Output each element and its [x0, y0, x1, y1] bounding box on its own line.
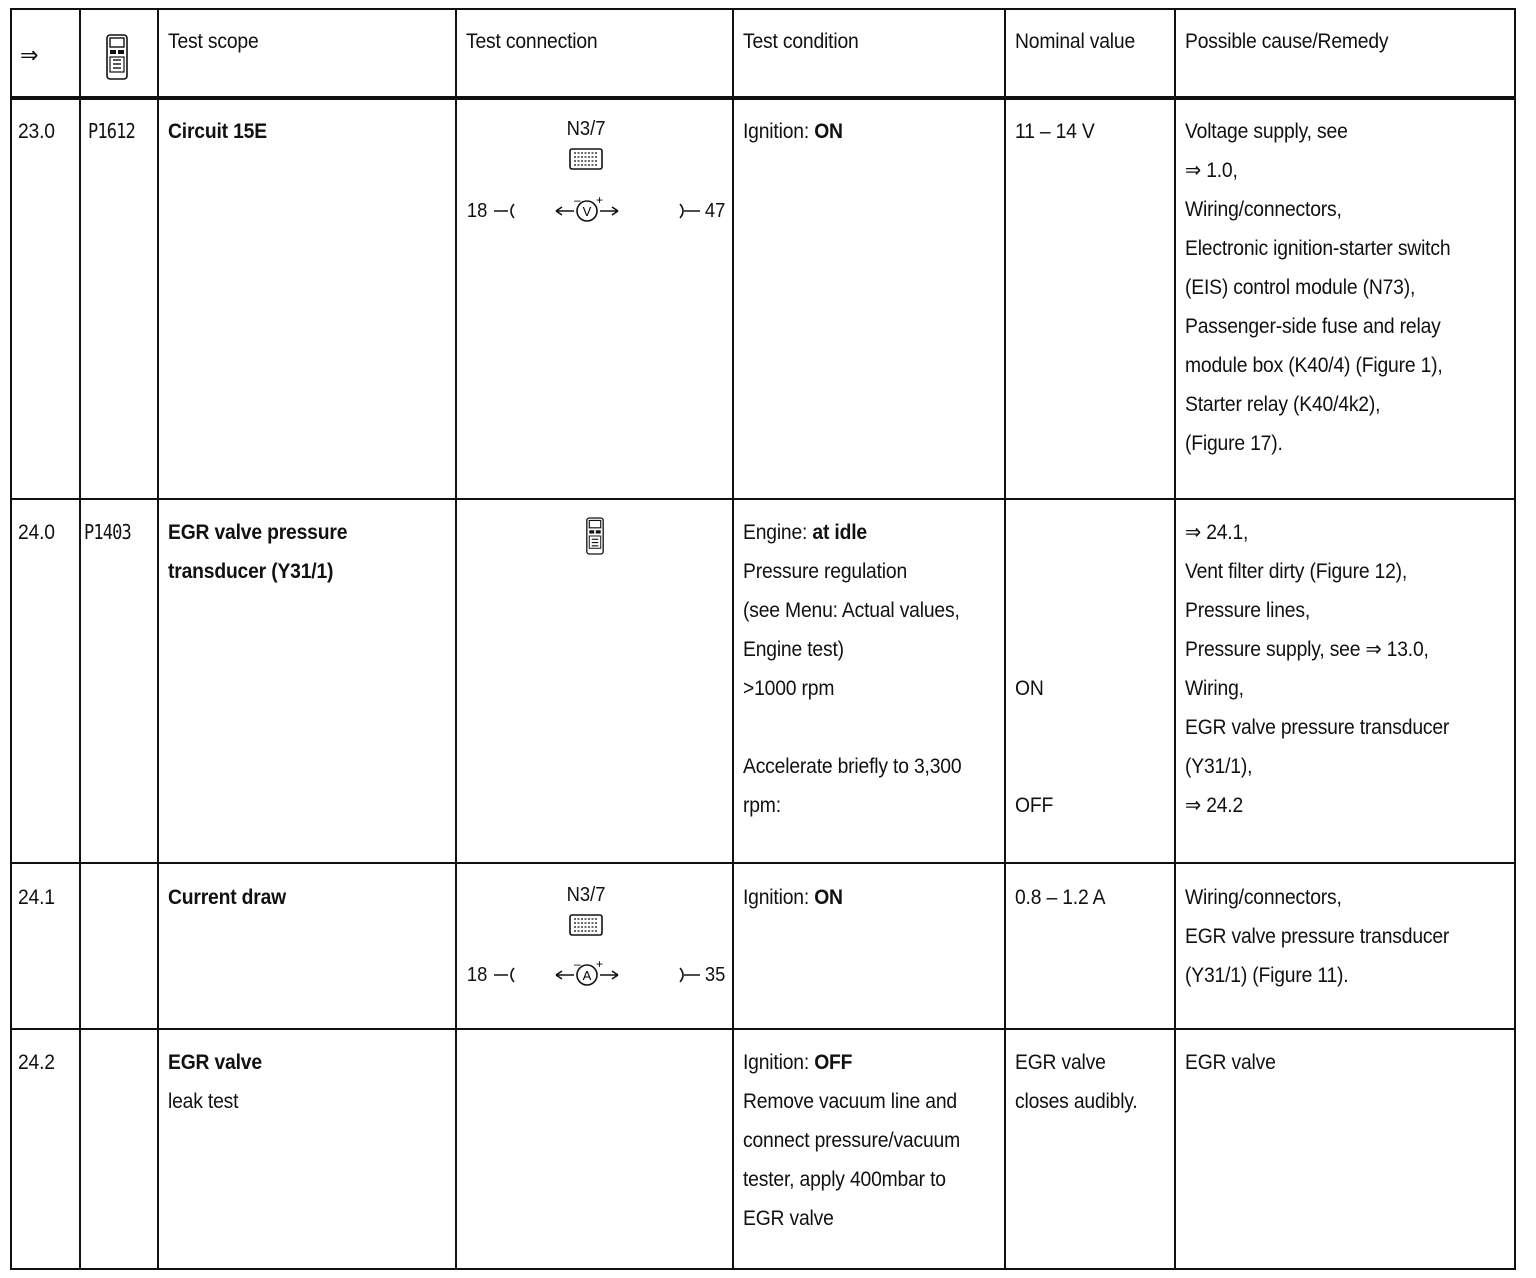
- header-nominal-value: Nominal value: [1015, 30, 1136, 53]
- column-divider: [455, 10, 457, 1268]
- cause-line: Wiring,: [1185, 677, 1244, 700]
- step-number: 23.0: [18, 120, 55, 143]
- svg-text:+: +: [596, 193, 604, 207]
- test-condition: Ignition: ON: [743, 886, 843, 909]
- meter-symbol: V: [582, 204, 592, 219]
- step-number: 24.2: [18, 1051, 55, 1074]
- cause-line: Vent filter dirty (Figure 12),: [1185, 560, 1408, 583]
- cause-line: Pressure supply, see ⇒ 13.0,: [1185, 638, 1429, 661]
- test-condition: Engine: at idle Pressure regulation (see Menu: Actual values, Engine test) >1000 rpm Accelerate briefly to 3,300 rpm:: [743, 521, 962, 817]
- meter-symbol: A: [582, 968, 592, 983]
- cause-line: EGR valve: [1185, 1051, 1276, 1074]
- cause-line: EGR valve pressure transducer: [1185, 716, 1450, 739]
- cause-line: Pressure lines,: [1185, 599, 1311, 622]
- cause-line: module box (K40/4) (Figure 1),: [1185, 354, 1443, 377]
- header-divider: [12, 96, 1514, 100]
- left-pin: 18: [466, 964, 488, 986]
- possible-cause-list: [1185, 513, 1449, 825]
- module-label: N3/7: [566, 118, 606, 140]
- column-divider: [1174, 10, 1176, 1268]
- nominal-value: OFF: [1015, 794, 1054, 817]
- nominal-value: 11 – 14 V: [1015, 120, 1095, 143]
- column-divider: [79, 10, 81, 1268]
- handheld-tester-icon: [586, 516, 604, 561]
- cause-line: Wiring/connectors,: [1185, 198, 1342, 221]
- possible-cause-list: [1185, 1043, 1276, 1082]
- row-divider: [12, 498, 1514, 500]
- possible-cause-list: [1185, 878, 1449, 995]
- fault-code: P1403: [84, 520, 131, 544]
- cause-line: ⇒ 1.0,: [1185, 159, 1238, 182]
- header-arrow: ⇒: [20, 42, 39, 69]
- column-divider: [157, 10, 159, 1268]
- cause-line: Wiring/connectors,: [1185, 886, 1342, 909]
- test-condition: Ignition: ON: [743, 120, 843, 143]
- row-divider: [12, 862, 1514, 864]
- cause-line: Voltage supply, see: [1185, 120, 1348, 143]
- test-scope: Current draw: [168, 886, 287, 909]
- row-divider: [12, 1028, 1514, 1030]
- nominal-value: ON: [1015, 677, 1044, 700]
- svg-text:+: +: [596, 957, 604, 971]
- svg-text:–: –: [574, 957, 581, 971]
- test-scope: EGR valve leak test: [168, 1051, 262, 1113]
- cause-line: (Y31/1),: [1185, 755, 1253, 778]
- cause-line: (Figure 17).: [1185, 432, 1283, 455]
- right-pin: 35: [704, 964, 726, 986]
- connector-box-icon: [566, 913, 606, 939]
- test-scope: Circuit 15E: [168, 120, 267, 143]
- test-table: [10, 8, 1516, 1270]
- possible-cause-list: [1185, 112, 1450, 463]
- cause-line: ⇒ 24.2: [1185, 794, 1244, 817]
- left-pin: 18: [466, 200, 488, 222]
- nominal-value: EGR valve closes audibly.: [1015, 1051, 1138, 1113]
- cause-line: (Y31/1) (Figure 11).: [1185, 964, 1349, 987]
- cause-line: Starter relay (K40/4k2),: [1185, 393, 1381, 416]
- cause-line: Passenger-side fuse and relay: [1185, 315, 1441, 338]
- connector-box-icon: [566, 147, 606, 173]
- right-pin: 47: [704, 200, 726, 222]
- cause-line: Electronic ignition-starter switch: [1185, 237, 1451, 260]
- handheld-tester-icon: [106, 34, 128, 85]
- cause-line: (EIS) control module (N73),: [1185, 276, 1416, 299]
- header-test-scope: Test scope: [168, 30, 259, 53]
- nominal-value: 0.8 – 1.2 A: [1015, 886, 1106, 909]
- fault-code: P1612: [88, 119, 135, 143]
- module-label: N3/7: [566, 884, 606, 906]
- header-possible-cause: Possible cause/Remedy: [1185, 30, 1389, 53]
- header-test-connection: Test connection: [466, 30, 598, 53]
- column-divider: [1004, 10, 1006, 1268]
- cause-line: ⇒ 24.1,: [1185, 521, 1249, 544]
- svg-text:–: –: [574, 193, 581, 207]
- step-number: 24.0: [18, 521, 55, 544]
- test-condition: Ignition: OFF Remove vacuum line and connect pressure/vacuum tester, apply 400mbar to EGR valve: [743, 1051, 960, 1230]
- step-number: 24.1: [18, 886, 55, 909]
- test-scope: EGR valve pressure transducer (Y31/1): [168, 521, 348, 583]
- cause-line: EGR valve pressure transducer: [1185, 925, 1450, 948]
- header-test-condition: Test condition: [743, 30, 859, 53]
